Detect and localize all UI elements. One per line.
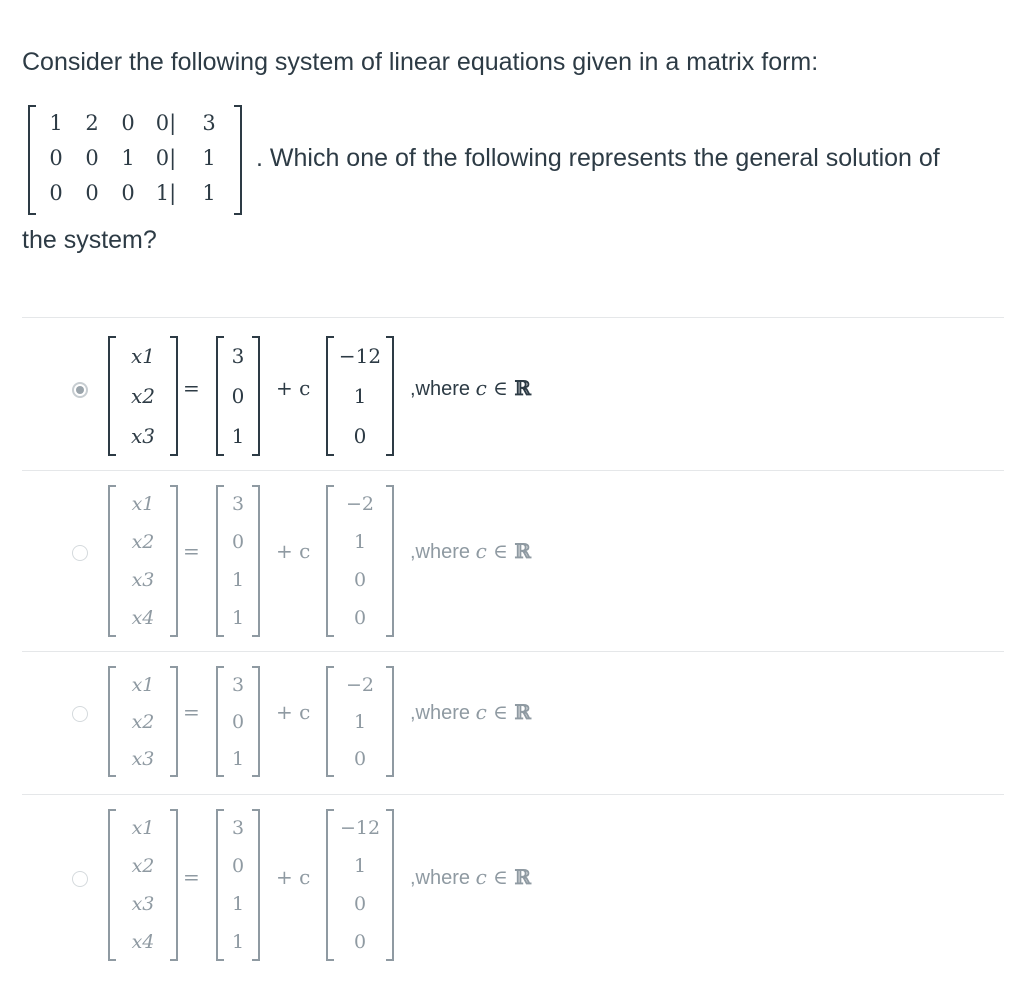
where-text: ,where — [410, 867, 476, 889]
fraction-numerator: 1 — [355, 344, 369, 368]
where-variable: c — [475, 376, 487, 400]
vector-entry: 3 — [231, 344, 245, 368]
element-of-symbol: ∈ — [486, 376, 515, 400]
matrix-cell: 0 — [85, 180, 99, 205]
matrix-cell: 1 — [202, 180, 216, 205]
vector-entry: 1 — [231, 893, 245, 915]
variable-label: x3 — [131, 747, 155, 770]
option-radio[interactable] — [72, 382, 88, 398]
plus-c: + c — [276, 865, 311, 889]
vector-entry: 0 — [353, 747, 367, 770]
where-text: ,where — [410, 541, 476, 563]
vector-entry — [114, 847, 172, 885]
matrix-cell: 0 — [85, 145, 99, 170]
variable-vector — [108, 809, 178, 961]
matrix-cell: 3 — [202, 110, 216, 135]
question-continuation: . Which one of the following represents the general solution of — [256, 144, 940, 172]
variable-label: x3 — [131, 569, 155, 591]
variable-label: x2 — [130, 384, 155, 408]
question-intro: Consider the following system of linear equations given in a matrix form: — [22, 48, 819, 76]
vector-entry — [114, 599, 172, 637]
vector-entry: 1 — [353, 531, 367, 553]
where-clause — [410, 539, 531, 564]
vector-entry: 1 — [353, 855, 367, 877]
plus-c: + c — [276, 700, 311, 724]
fraction — [356, 344, 381, 368]
real-numbers-symbol: ℝ — [514, 376, 531, 400]
equals-sign: = — [183, 539, 200, 563]
matrix-cell: 0| — [155, 110, 177, 135]
vector-entry — [114, 923, 172, 961]
option-radio[interactable] — [72, 871, 88, 887]
option-content — [0, 318, 1024, 468]
vector-entry: 1 — [231, 747, 245, 770]
vector-entry: 1 — [231, 424, 245, 448]
vector-entry — [114, 703, 172, 740]
fraction-denominator: 2 — [367, 817, 381, 839]
matrix-cell: 1 — [202, 145, 216, 170]
vector-entry — [114, 885, 172, 923]
vector-entry — [114, 809, 172, 847]
augmented-matrix — [28, 105, 248, 215]
matrix-cell: 0 — [49, 145, 63, 170]
particular-solution-vector — [216, 336, 260, 456]
answer-option[interactable] — [0, 318, 1024, 468]
fraction-denominator: 2 — [368, 344, 382, 368]
direction-vector — [326, 485, 394, 637]
vector-entry — [114, 485, 172, 523]
option-content — [0, 795, 1024, 995]
vector-entry: −2 — [345, 493, 374, 515]
matrix-cell: 0 — [121, 180, 135, 205]
vector-entry — [114, 336, 172, 376]
variable-label: x4 — [131, 607, 155, 629]
option-radio[interactable] — [72, 545, 88, 561]
question-end: the system? — [22, 226, 157, 254]
element-of-symbol: ∈ — [486, 539, 515, 563]
particular-solution-vector — [216, 809, 260, 961]
vector-entry — [114, 740, 172, 777]
fraction — [356, 817, 380, 839]
vector-entry — [114, 376, 172, 416]
vector-entry: 0 — [231, 531, 245, 553]
vector-entry: −2 — [345, 673, 374, 696]
variable-label: x3 — [131, 893, 155, 915]
where-clause — [410, 376, 531, 401]
vector-entry: 1 — [231, 569, 245, 591]
option-content — [0, 652, 1024, 792]
matrix-cell: 0 — [49, 180, 63, 205]
vector-entry: 0 — [353, 607, 367, 629]
variable-label: x4 — [131, 931, 155, 953]
variable-label: x1 — [130, 344, 155, 368]
matrix-cell: 1| — [155, 180, 177, 205]
where-variable: c — [475, 539, 487, 563]
particular-solution-vector — [216, 666, 260, 777]
answer-option[interactable] — [0, 652, 1024, 792]
direction-vector — [326, 809, 394, 961]
direction-vector — [326, 666, 394, 777]
plus-c: + c — [276, 376, 311, 400]
variable-label: x1 — [131, 817, 155, 839]
fraction-numerator: 1 — [355, 817, 368, 839]
vector-entry: 3 — [231, 817, 245, 839]
vector-entry — [332, 809, 388, 847]
plus-c: + c — [276, 539, 311, 563]
vector-entry: 0 — [353, 424, 367, 448]
element-of-symbol: ∈ — [486, 865, 515, 889]
answer-option[interactable] — [0, 795, 1024, 995]
where-text: ,where — [410, 702, 476, 724]
vector-entry: 0 — [231, 855, 245, 877]
vector-entry: 0 — [353, 931, 367, 953]
matrix-cell: 1 — [121, 145, 135, 170]
vector-entry: 1 — [231, 931, 245, 953]
equals-sign: = — [183, 700, 200, 724]
vector-entry — [114, 523, 172, 561]
matrix-cell: 0 — [121, 110, 135, 135]
variable-label: x3 — [130, 424, 155, 448]
vector-entry: 0 — [231, 710, 245, 733]
vector-entry: 0 — [353, 893, 367, 915]
vector-entry: 1 — [231, 607, 245, 629]
fraction-sign: − — [339, 817, 356, 839]
variable-vector — [108, 485, 178, 637]
vector-entry: 1 — [353, 710, 367, 733]
vector-entry: 0 — [231, 384, 245, 408]
where-clause — [410, 700, 531, 725]
where-variable: c — [475, 700, 487, 724]
equals-sign: = — [183, 376, 200, 400]
variable-label: x1 — [131, 493, 155, 515]
matrix-cell: 0| — [155, 145, 177, 170]
matrix-cell: 2 — [85, 110, 99, 135]
vector-entry: 1 — [353, 384, 367, 408]
direction-vector — [326, 336, 394, 456]
real-numbers-symbol: ℝ — [514, 865, 531, 889]
vector-entry — [114, 666, 172, 703]
real-numbers-symbol: ℝ — [514, 539, 531, 563]
variable-label: x2 — [131, 531, 155, 553]
variable-label: x2 — [131, 855, 155, 877]
option-content — [0, 471, 1024, 649]
real-numbers-symbol: ℝ — [514, 700, 531, 724]
element-of-symbol: ∈ — [486, 700, 515, 724]
vector-entry: 3 — [231, 673, 245, 696]
variable-vector — [108, 666, 178, 777]
where-text: ,where — [410, 378, 476, 400]
vector-entry — [114, 561, 172, 599]
option-radio[interactable] — [72, 706, 88, 722]
fraction-sign: − — [338, 344, 356, 368]
where-variable: c — [475, 865, 487, 889]
vector-entry — [332, 336, 388, 376]
variable-vector — [108, 336, 178, 456]
vector-entry: 3 — [231, 493, 245, 515]
vector-entry: 0 — [353, 569, 367, 591]
particular-solution-vector — [216, 485, 260, 637]
vector-entry — [114, 416, 172, 456]
variable-label: x1 — [131, 673, 155, 696]
equals-sign: = — [183, 865, 200, 889]
matrix-cell: 1 — [49, 110, 63, 135]
where-clause — [410, 865, 531, 890]
variable-label: x2 — [131, 710, 155, 733]
answer-option[interactable] — [0, 471, 1024, 649]
